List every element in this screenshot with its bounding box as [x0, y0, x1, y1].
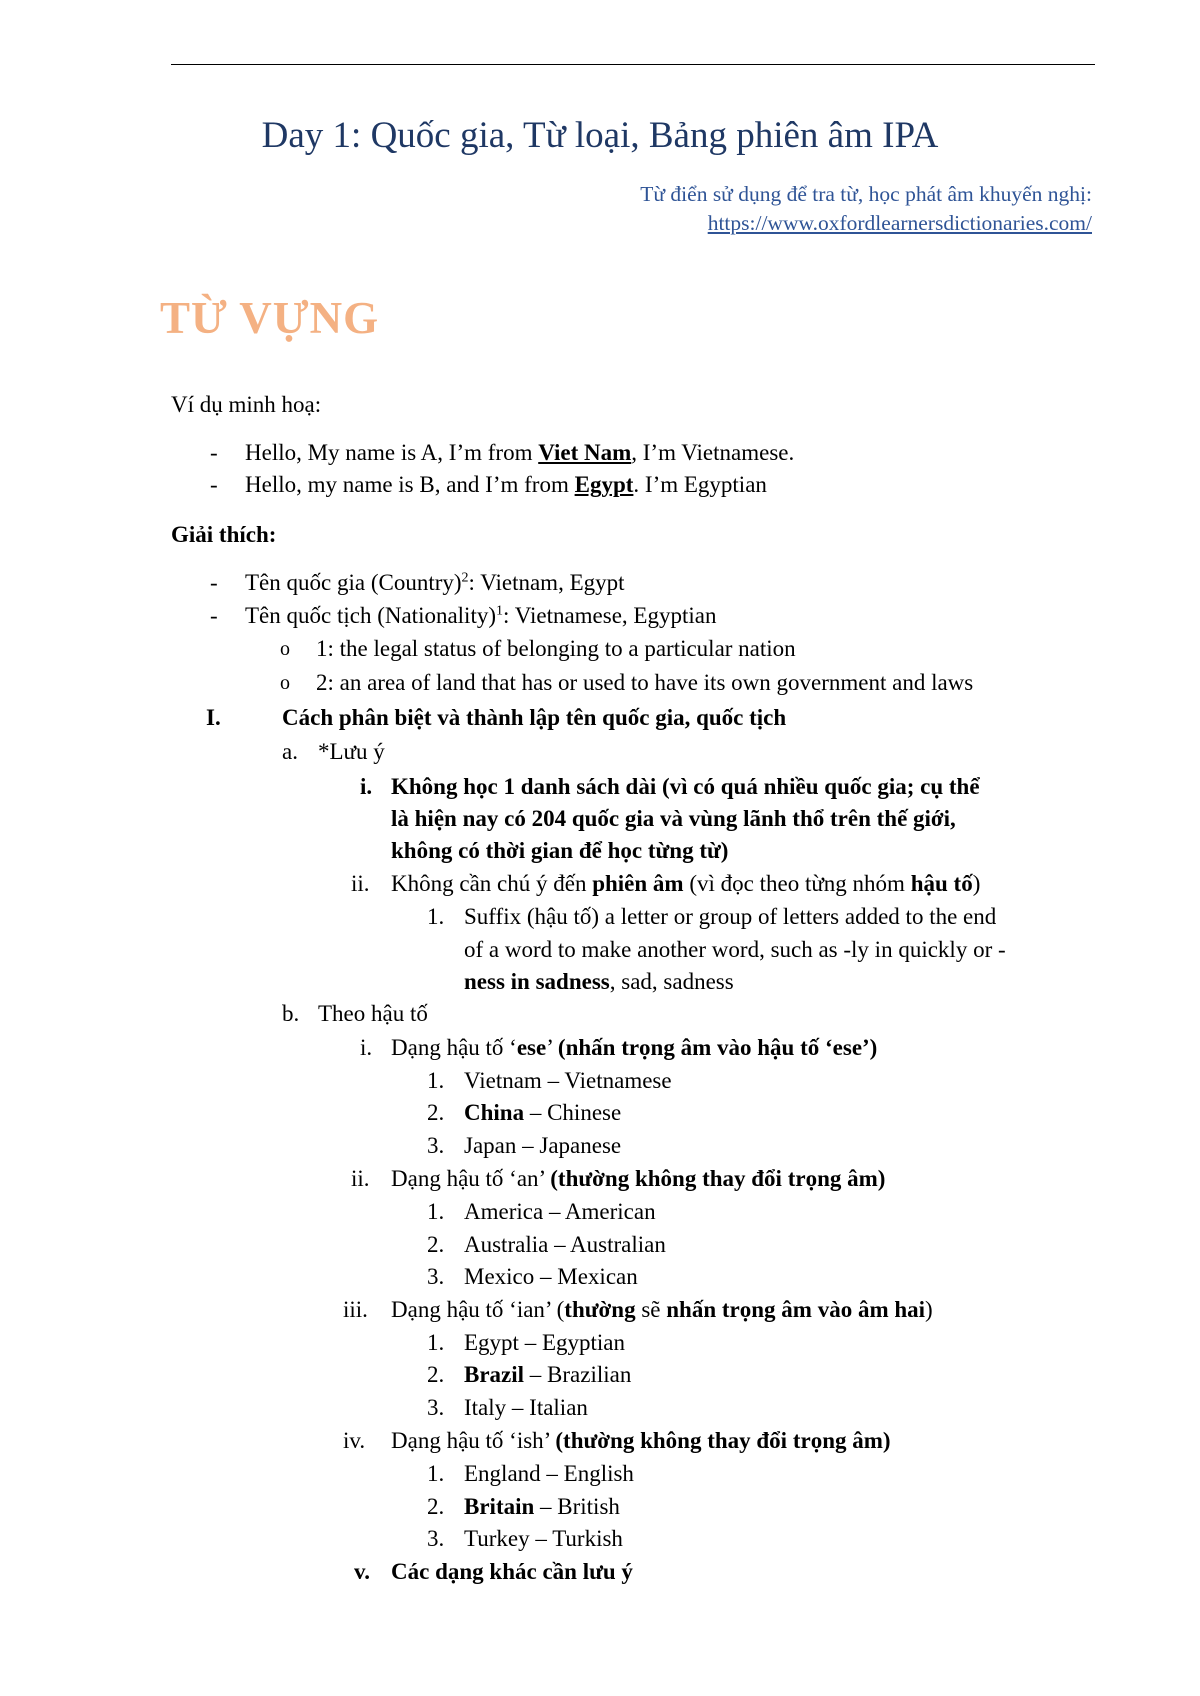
suffix-ish-pair: [464, 1491, 620, 1523]
suffix-an-item: [427, 1261, 444, 1293]
item-b-ii-text: [391, 1163, 885, 1195]
explanation-text: : Vietnamese, Egyptian: [503, 603, 717, 628]
item-b-v-marker: v.: [354, 1559, 370, 1584]
item-a-label: *Lưu ý: [318, 739, 385, 764]
item-b-i-marker: i.: [360, 1035, 373, 1060]
suffix-ese-item: [427, 1097, 444, 1129]
suffix-ian-item: [427, 1327, 444, 1359]
dash-bullet: -: [210, 440, 218, 465]
circle-bullet: o: [280, 638, 290, 660]
item-text: ’: [546, 1035, 558, 1060]
list-number: 2.: [427, 1362, 445, 1387]
item-text: sẽ: [635, 1297, 667, 1322]
circle-bullet: o: [280, 672, 290, 694]
item-a-ii-text: [391, 868, 980, 900]
item-b-marker: b.: [282, 1001, 300, 1026]
item-emphasis: (thường không thay đổi trọng âm): [555, 1428, 891, 1453]
example-country: Egypt: [574, 472, 634, 497]
suffix-def-marker: 1.: [427, 904, 445, 929]
list-number: 1.: [427, 1199, 445, 1224]
item-b-iv-marker: iv.: [343, 1428, 366, 1453]
item-emphasis: thường: [564, 1297, 636, 1322]
suffix-ian-pair: [464, 1392, 588, 1424]
list-number: 1.: [427, 1330, 445, 1355]
header-rule: [171, 64, 1095, 65]
item-b-iv-text: [391, 1425, 891, 1457]
item-emphasis: phiên âm: [592, 871, 684, 896]
item-a-i-line-1: Không học 1 danh sách dài (vì có quá nhiều quốc gia; cụ thể: [391, 774, 980, 799]
item-emphasis: sadness: [535, 969, 610, 994]
item-text: ): [925, 1297, 933, 1322]
item-emphasis: (nhấn trọng âm vào hậu tố ‘ese’): [557, 1035, 878, 1060]
section-i-marker: I.: [206, 705, 221, 730]
nationality-name: – Chinese: [524, 1100, 622, 1125]
suffix-def-line-2: of a word to make another word, such as -ly in quickly or -: [464, 937, 1006, 962]
explanation-text: Tên quốc tịch (Nationality): [245, 603, 497, 628]
suffix-ian-pair: [464, 1359, 631, 1391]
item-text: , sad, sadness: [609, 969, 734, 994]
explanation-text: Tên quốc gia (Country): [245, 570, 462, 595]
suffix-ian-item: [427, 1392, 444, 1424]
example-line-1-text: [245, 437, 794, 469]
country-name: Australia: [464, 1232, 549, 1257]
item-a-ii-marker: ii.: [351, 871, 370, 896]
suffix-ese-item: [427, 1065, 444, 1097]
country-name: Egypt: [464, 1330, 519, 1355]
item-a-i-line-2: là hiện nay có 204 quốc gia và vùng lãnh thổ trên thế giới,: [391, 806, 956, 831]
list-number: 3.: [427, 1395, 445, 1420]
country-name: China: [464, 1100, 525, 1125]
example-text: Hello, my name is B, and I’m from: [245, 472, 575, 497]
nationality-name: – Italian: [506, 1395, 588, 1420]
nationality-name: – British: [534, 1494, 620, 1519]
example-country: Viet Nam: [538, 440, 632, 465]
item-a-marker: a.: [282, 739, 298, 764]
nationality-name: – Brazilian: [524, 1362, 632, 1387]
country-name: Japan: [464, 1133, 517, 1158]
list-number: 2.: [427, 1100, 445, 1125]
explanation-nationality-text: [245, 600, 716, 632]
page-title: Day 1: Quốc gia, Từ loại, Bảng phiên âm IPA: [261, 115, 939, 156]
list-number: 3.: [427, 1133, 445, 1158]
footnote-ref: 2: [461, 570, 469, 586]
suffix-an-item: [427, 1196, 444, 1228]
explanation-text: : Vietnam, Egypt: [468, 570, 625, 595]
country-name: England: [464, 1461, 541, 1486]
suffix-def-line-1: Suffix (hậu tố) a letter or group of letters added to the end: [464, 904, 997, 929]
suffix-an-pair: [464, 1196, 656, 1228]
definition-2-text: 2: an area of land that has or used to have its own government and laws: [316, 670, 974, 695]
item-a-i-line-3: không có thời gian để học từng từ): [391, 838, 729, 863]
item-b-v-label: Các dạng khác cần lưu ý: [391, 1559, 633, 1584]
dash-bullet: -: [210, 570, 218, 595]
nationality-name: – American: [543, 1199, 656, 1224]
suffix-ese-pair: [464, 1097, 621, 1129]
example-text: , I’m Vietnamese.: [631, 440, 795, 465]
suffix-ian-pair: [464, 1327, 625, 1359]
item-b-i-text: [391, 1032, 877, 1064]
item-emphasis: hậu tố: [910, 871, 973, 896]
footnote-ref: 1: [496, 603, 504, 619]
example-text: . I’m Egyptian: [633, 472, 767, 497]
item-emphasis: (thường không thay đổi trọng âm): [550, 1166, 886, 1191]
dash-bullet: -: [210, 472, 218, 497]
country-name: Mexico: [464, 1264, 535, 1289]
nationality-name: – Australian: [548, 1232, 666, 1257]
country-name: Vietnam: [464, 1068, 542, 1093]
item-text: ): [972, 871, 981, 896]
nationality-name: – Vietnamese: [541, 1068, 672, 1093]
suffix-def-line-3: [464, 966, 734, 998]
list-number: 3.: [427, 1264, 445, 1289]
nationality-name: – Turkish: [529, 1526, 623, 1551]
suffix-ish-item: [427, 1523, 444, 1555]
country-name: Brazil: [464, 1362, 525, 1387]
item-b-iii-marker: iii.: [343, 1297, 368, 1322]
examples-label: Ví dụ minh hoạ:: [171, 392, 322, 417]
dash-bullet: -: [210, 603, 218, 628]
item-text: Không cần chú ý đến: [391, 871, 593, 896]
item-emphasis: ness in: [464, 969, 536, 994]
dictionary-note-text: Từ điển sử dụng để tra từ, học phát âm khuyến nghị:: [640, 182, 1092, 206]
nationality-name: – Japanese: [516, 1133, 622, 1158]
country-name: Turkey: [464, 1526, 530, 1551]
list-number: 1.: [427, 1461, 445, 1486]
item-text: Dạng hậu tố ‘ian’ (: [391, 1297, 565, 1322]
country-name: Italy: [464, 1395, 507, 1420]
item-text: Dạng hậu tố ‘: [391, 1035, 517, 1060]
item-emphasis: ese: [516, 1035, 547, 1060]
list-number: 2.: [427, 1494, 445, 1519]
suffix-ese-item: [427, 1130, 444, 1162]
suffix-ese-pair: [464, 1065, 672, 1097]
section-i-title: Cách phân biệt và thành lập tên quốc gia, quốc tịch: [282, 705, 787, 730]
example-line-2-text: [245, 469, 767, 501]
list-number: 3.: [427, 1526, 445, 1551]
item-a-i-marker: i.: [360, 774, 373, 799]
section-heading-vocabulary: TỪ VỰNG: [160, 293, 380, 343]
definition-1-text: 1: the legal status of belonging to a particular nation: [316, 636, 796, 661]
item-text: Dạng hậu tố ‘ish’: [391, 1428, 556, 1453]
country-name: Britain: [464, 1494, 535, 1519]
suffix-ish-item: [427, 1491, 444, 1523]
suffix-ese-pair: [464, 1130, 621, 1162]
item-b-iii-text: [391, 1294, 933, 1326]
suffix-ish-pair: [464, 1523, 623, 1555]
nationality-name: – English: [540, 1461, 634, 1486]
item-b-ii-marker: ii.: [351, 1166, 370, 1191]
item-text: (vì đọc theo từng nhóm: [683, 871, 911, 896]
explanation-label: Giải thích:: [171, 522, 277, 547]
nationality-name: – Egyptian: [518, 1330, 625, 1355]
dictionary-link[interactable]: https://www.oxfordlearnersdictionaries.com/: [707, 211, 1092, 235]
suffix-ish-item: [427, 1458, 444, 1490]
suffix-an-pair: [464, 1229, 666, 1261]
suffix-an-pair: [464, 1261, 638, 1293]
suffix-an-item: [427, 1229, 444, 1261]
item-text: Dạng hậu tố ‘an’: [391, 1166, 551, 1191]
explanation-country-text: [245, 567, 625, 599]
suffix-ish-pair: [464, 1458, 634, 1490]
suffix-ian-item: [427, 1359, 444, 1391]
list-number: 2.: [427, 1232, 445, 1257]
example-text: Hello, My name is A, I’m from: [245, 440, 539, 465]
nationality-name: – Mexican: [534, 1264, 638, 1289]
country-name: America: [464, 1199, 544, 1224]
item-emphasis: nhấn trọng âm vào âm hai: [666, 1297, 926, 1322]
item-b-label: Theo hậu tố: [318, 1001, 428, 1026]
dictionary-note: [640, 180, 1092, 238]
list-number: 1.: [427, 1068, 445, 1093]
